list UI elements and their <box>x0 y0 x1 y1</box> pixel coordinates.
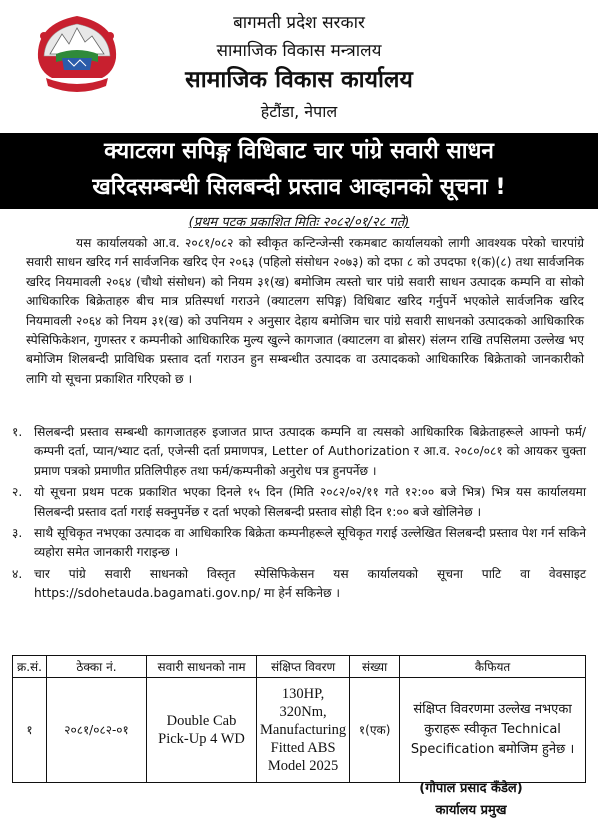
cell-description: 130HP, 320Nm, Manufacturing Fitted ABS Model 2025 <box>257 678 350 783</box>
table-row <box>13 678 586 783</box>
cell-vehicle: Double Cab Pick-Up 4 WD <box>147 678 257 783</box>
condition-number: ४. <box>12 566 23 581</box>
cell-contract-no: २०८१/०८२-०१ <box>47 678 147 783</box>
conditions-list <box>12 423 586 606</box>
column-header-description: संक्षिप्त विवरण <box>257 656 350 678</box>
column-header-vehicle: सवारी साधनको नाम <box>147 656 257 678</box>
condition-number: २. <box>12 485 23 500</box>
header <box>0 0 598 132</box>
province-government: बागमती प्रदेश सरकार <box>233 13 365 33</box>
vehicle-table <box>12 655 586 783</box>
notice-title-line-2: खरिदसम्बन्धी सिलबन्दी प्रस्ताव आव्हानको सूचना ! <box>92 174 506 200</box>
intro-paragraph: यस कार्यालयको आ.व. २०८१/०८२ को स्वीकृत कन्टिन्जेन्सी रकमबाट कार्यालयको लागी आवश्यक परेको चारपांग्रे सवारी साधन खरिद गर्न सार्वजनिक खरिद ऐन २०६३ (पहिलो संसोधन २०७३) को दफा ८ को उपदफा १(क)(८) तथा सार्वजनिक खरिद नियमावली २०६४ (चौथो संसोधन) को नियम ३१(ख) बमोजिम त्यस्तो चार पांग्रे सवारी साधन उत्पादक कम्पनि वा सोको आधिकारिक बिक्रेताहरु बीच मात्र प्रतिस्पर्धा गराउने (क्याटलग सपिङ्ग) विधिबाट खरिद गर्नुपर्ने भएकोले सार्वजनिक खरिद नियमावली २०६४ को नियम ३१(ख) को उपनियम २ अनुसार देहाय बमोजिम चार पांग्रे सवारी साधनको उत्पादकको आधिकारिक स्पेसिफिकेशन, गुणस्तर र कम्पनीको आधिकारिक मुल्य खुल्ने कागजात (क्याटलग वा ब्रोसर) संलग्न राखि तपसिलमा उल्लेख भए बमोजिम शिलबन्दी प्राविधिक प्रस्ताव दर्ता गराउन हुन सम्बन्धीत उत्पादक वा उत्पादकको आधिकारिक बिक्रेताको जानकारीको लागि यो सूचना प्रकाशित गरिएको छ । <box>26 236 584 386</box>
column-header-remarks: कैफियत <box>400 656 586 678</box>
condition-number: ३. <box>12 526 23 541</box>
condition-item <box>12 524 586 563</box>
cell-quantity: १(एक) <box>350 678 400 783</box>
condition-number: १. <box>12 425 23 439</box>
condition-text: चार पांग्रे सवारी साधनको विस्तृत स्पेसिफिकेसन यस कार्यालयको सूचना पाटि वा वेवसाइट https://sdohetauda.bagamati.gov.np/ मा हेर्न सकिनेछ । <box>34 566 586 601</box>
condition-text: सिलबन्दी प्रस्ताव सम्बन्धी कागजातहरु इजाजत प्राप्त उत्पादक कम्पनि वा त्यसको आधिकारिक बिक्रेताहरूले आफ्नो फर्म/कम्पनी दर्ता, प्यान/भ्याट दर्ता, एजेन्सी दर्ता प्रमाणपत्र, Letter of Authorization र आ.व. २०८०/०८१ को आयकर चुक्ता प्रमाण पत्रको प्रमाणीत प्रतिलिपीहरु तथा फर्म/कम्पनीको अनुरोध पत्र हुनपर्नेछ । <box>34 425 586 478</box>
signatory-title: कार्यालय प्रमुख <box>435 803 507 818</box>
published-date <box>0 212 598 230</box>
condition-item <box>12 565 586 604</box>
published-date-text: (प्रथम पटक प्रकाशित मितिः २०८२/०१/२८ गते) <box>188 215 410 230</box>
notice-title-line-1: क्याटलग सपिङ्ग विधिबाट चार पांग्रे सवारी साधन <box>104 138 494 164</box>
condition-text: साथै सूचिकृत नभएका उत्पादक वा आधिकारिक बिक्रेता कम्पनीहरूले सूचिकृत गराई उल्लेखित सिलबन्दी प्रस्ताव पेश गर्न सकिने व्यहोरा समेत जानकारी गराइन्छ । <box>34 526 586 560</box>
table-header-row <box>13 656 586 678</box>
condition-item <box>12 423 586 481</box>
signatory-name: (गोपाल प्रसाद कँडेल) <box>419 781 523 796</box>
column-header-contract: ठेक्का नं. <box>47 656 147 678</box>
office-name: सामाजिक विकास कार्यालय <box>185 67 413 93</box>
ministry-name: सामाजिक विकास मन्त्रालय <box>216 41 382 61</box>
condition-text: यो सूचना प्रथम पटक प्रकाशित भएका दिनले १५ दिन (मिति २०८२/०२/११ गते १२:०० बजे भित्र) भित्र यस कार्यालयमा सिलबन्दी प्रस्ताव दर्ता गराई सक्नुपर्नेछ र दर्ता भएको सिलबन्दी प्रस्ताव सोही दिन १:०० बजे खोलिनेछ । <box>34 485 586 519</box>
column-header-quantity: संख्या <box>350 656 400 678</box>
condition-item <box>12 483 586 522</box>
signature-block <box>366 778 576 822</box>
notice-title-banner <box>0 133 598 209</box>
cell-serial: १ <box>13 678 47 783</box>
cell-remarks: संक्षिप्त विवरणमा उल्लेख नभएका कुराहरू स्वीकृत Technical Specification बमोजिम हुनेछ । <box>400 678 586 783</box>
office-location: हेटौंडा, नेपाल <box>260 102 338 121</box>
column-header-serial: क्र.सं. <box>13 656 47 678</box>
